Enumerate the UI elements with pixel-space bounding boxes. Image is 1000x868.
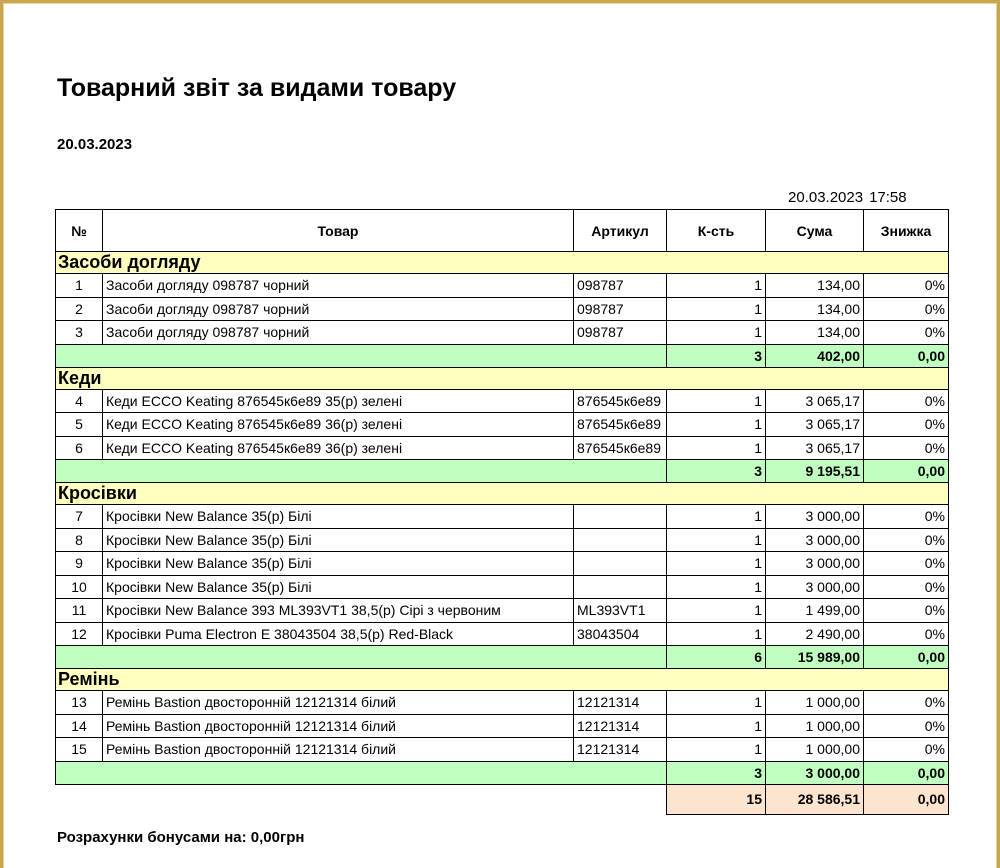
subtotal-discount: 0,00 [864, 646, 949, 669]
product-sum: 3 065,17 [766, 436, 864, 460]
product-discount: 0% [864, 389, 949, 413]
column-header-number: № [56, 210, 103, 252]
product-name: Кросівки New Balance 35(р) Білі [103, 575, 574, 599]
product-sku: 876545к6е89 [574, 436, 667, 460]
product-name: Кросівки New Balance 393 ML393VT1 38,5(р) Сірі з червоним [103, 599, 574, 623]
subtotal-spacer [56, 646, 667, 669]
product-quantity: 1 [667, 622, 766, 646]
subtotal-discount: 0,00 [864, 761, 949, 784]
subtotal-sum: 402,00 [766, 344, 864, 367]
subtotal-sum: 9 195,51 [766, 460, 864, 483]
product-name: Кеди ECCO Keating 876545к6е89 36(р) зелені [103, 413, 574, 437]
table-row [56, 389, 949, 413]
row-number: 1 [56, 274, 103, 298]
subtotal-spacer [56, 344, 667, 367]
group-name: Кросівки [56, 483, 949, 505]
group-subtotal-row [56, 761, 949, 784]
product-sku: 876545к6е89 [574, 389, 667, 413]
printed-timestamp [788, 189, 907, 206]
product-discount: 0% [864, 297, 949, 321]
row-number: 14 [56, 714, 103, 738]
product-discount: 0% [864, 274, 949, 298]
table-row [56, 738, 949, 762]
row-number: 8 [56, 528, 103, 552]
product-sku [574, 575, 667, 599]
column-header-product: Товар [103, 210, 574, 252]
column-header-sku: Артикул [574, 210, 667, 252]
product-sum: 3 000,00 [766, 575, 864, 599]
product-sku [574, 528, 667, 552]
report-title: Товарний звіт за видами товару [57, 74, 457, 102]
group-subtotal-row [56, 646, 949, 669]
row-number: 9 [56, 552, 103, 576]
group-name: Кеди [56, 367, 949, 389]
product-quantity: 1 [667, 738, 766, 762]
product-name: Ремінь Bastion двосторонній 12121314 білий [103, 691, 574, 715]
subtotal-quantity: 3 [667, 460, 766, 483]
product-sum: 3 000,00 [766, 528, 864, 552]
printed-date: 20.03.2023 [788, 189, 864, 206]
product-discount: 0% [864, 575, 949, 599]
product-name: Кеди ECCO Keating 876545к6е89 35(р) зелені [103, 389, 574, 413]
product-sum: 3 065,17 [766, 389, 864, 413]
product-sku: 876545к6е89 [574, 413, 667, 437]
product-quantity: 1 [667, 575, 766, 599]
grand-total-row [56, 784, 949, 814]
product-quantity: 1 [667, 413, 766, 437]
product-name: Засоби догляду 098787 чорний [103, 321, 574, 345]
product-discount: 0% [864, 714, 949, 738]
group-name: Ремінь [56, 669, 949, 691]
product-sum: 1 000,00 [766, 691, 864, 715]
grand-total-spacer [56, 784, 667, 814]
group-subtotal-row [56, 460, 949, 483]
product-quantity: 1 [667, 436, 766, 460]
product-name: Кросівки New Balance 35(р) Білі [103, 528, 574, 552]
row-number: 10 [56, 575, 103, 599]
product-sum: 3 000,00 [766, 505, 864, 529]
product-discount: 0% [864, 599, 949, 623]
product-sum: 1 000,00 [766, 714, 864, 738]
product-discount: 0% [864, 622, 949, 646]
subtotal-sum: 3 000,00 [766, 761, 864, 784]
row-number: 15 [56, 738, 103, 762]
subtotal-spacer [56, 761, 667, 784]
product-sum: 134,00 [766, 274, 864, 298]
product-sum: 1 000,00 [766, 738, 864, 762]
product-sku: 098787 [574, 321, 667, 345]
column-header-sum: Сума [766, 210, 864, 252]
table-row [56, 622, 949, 646]
grand-total-quantity: 15 [667, 784, 766, 814]
row-number: 3 [56, 321, 103, 345]
table-row [56, 436, 949, 460]
product-name: Кеди ECCO Keating 876545к6е89 36(р) зелені [103, 436, 574, 460]
product-discount: 0% [864, 436, 949, 460]
grand-total-discount: 0,00 [864, 784, 949, 814]
table-row [56, 413, 949, 437]
product-sum: 134,00 [766, 297, 864, 321]
group-header-row [56, 483, 949, 505]
table-row [56, 714, 949, 738]
subtotal-quantity: 3 [667, 761, 766, 784]
product-sku: 12121314 [574, 738, 667, 762]
report-date: 20.03.2023 [57, 136, 133, 153]
product-quantity: 1 [667, 389, 766, 413]
table-row [56, 599, 949, 623]
group-header-row [56, 669, 949, 691]
row-number: 2 [56, 297, 103, 321]
row-number: 13 [56, 691, 103, 715]
product-discount: 0% [864, 413, 949, 437]
product-quantity: 1 [667, 691, 766, 715]
product-discount: 0% [864, 738, 949, 762]
product-quantity: 1 [667, 599, 766, 623]
product-discount: 0% [864, 528, 949, 552]
product-name: Засоби догляду 098787 чорний [103, 297, 574, 321]
product-sku: 098787 [574, 297, 667, 321]
group-subtotal-row [56, 344, 949, 367]
product-name: Кросівки Puma Electron E 38043504 38,5(р) Red-Black [103, 622, 574, 646]
product-sum: 3 065,17 [766, 413, 864, 437]
product-name: Кросівки New Balance 35(р) Білі [103, 505, 574, 529]
product-name: Засоби догляду 098787 чорний [103, 274, 574, 298]
table-row [56, 691, 949, 715]
column-header-discount: Знижка [864, 210, 949, 252]
product-quantity: 1 [667, 552, 766, 576]
subtotal-discount: 0,00 [864, 460, 949, 483]
product-sku [574, 552, 667, 576]
table-row [56, 552, 949, 576]
product-sum: 1 499,00 [766, 599, 864, 623]
table-row [56, 505, 949, 529]
grand-total-sum: 28 586,51 [766, 784, 864, 814]
table-body [56, 252, 949, 815]
product-sum: 134,00 [766, 321, 864, 345]
column-header-quantity: К-сть [667, 210, 766, 252]
subtotal-sum: 15 989,00 [766, 646, 864, 669]
row-number: 5 [56, 413, 103, 437]
row-number: 6 [56, 436, 103, 460]
product-sum: 3 000,00 [766, 552, 864, 576]
row-number: 7 [56, 505, 103, 529]
subtotal-spacer [56, 460, 667, 483]
printed-time: 17:58 [869, 189, 907, 206]
product-discount: 0% [864, 321, 949, 345]
subtotal-discount: 0,00 [864, 344, 949, 367]
group-header-row [56, 367, 949, 389]
product-sku: 098787 [574, 274, 667, 298]
product-quantity: 1 [667, 528, 766, 552]
product-discount: 0% [864, 691, 949, 715]
product-quantity: 1 [667, 505, 766, 529]
group-header-row [56, 252, 949, 274]
table-row [56, 274, 949, 298]
product-sku [574, 505, 667, 529]
product-sum: 2 490,00 [766, 622, 864, 646]
product-quantity: 1 [667, 274, 766, 298]
product-sku: 38043504 [574, 622, 667, 646]
product-sku: 12121314 [574, 714, 667, 738]
product-quantity: 1 [667, 297, 766, 321]
table-row [56, 528, 949, 552]
subtotal-quantity: 3 [667, 344, 766, 367]
row-number: 11 [56, 599, 103, 623]
group-name: Засоби догляду [56, 252, 949, 274]
row-number: 4 [56, 389, 103, 413]
table-row [56, 575, 949, 599]
product-discount: 0% [864, 552, 949, 576]
product-sku: ML393VT1 [574, 599, 667, 623]
product-quantity: 1 [667, 321, 766, 345]
bonus-summary: Розрахунки бонусами на: 0,00грн [57, 829, 305, 846]
product-discount: 0% [864, 505, 949, 529]
product-quantity: 1 [667, 714, 766, 738]
report-table [55, 209, 949, 815]
row-number: 12 [56, 622, 103, 646]
product-name: Кросівки New Balance 35(р) Білі [103, 552, 574, 576]
product-name: Ремінь Bastion двосторонній 12121314 білий [103, 714, 574, 738]
subtotal-quantity: 6 [667, 646, 766, 669]
product-name: Ремінь Bastion двосторонній 12121314 білий [103, 738, 574, 762]
table-row [56, 321, 949, 345]
table-header-row [56, 210, 949, 252]
table-row [56, 297, 949, 321]
product-sku: 12121314 [574, 691, 667, 715]
